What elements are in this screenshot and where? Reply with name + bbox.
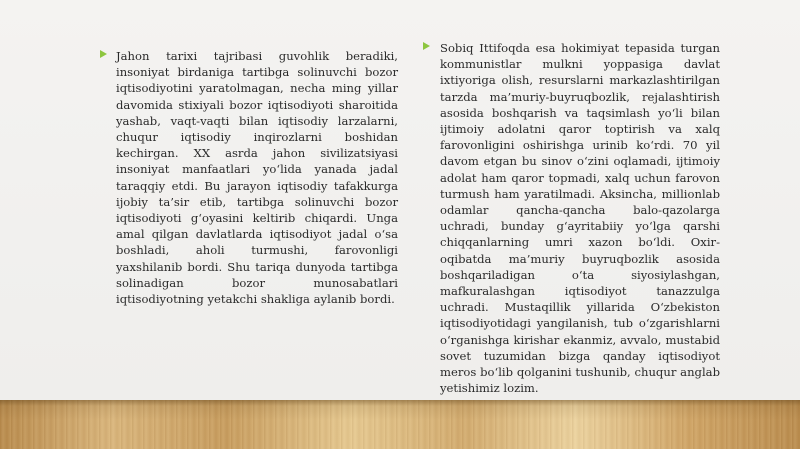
right-text-column: Sobiq Ittifoqda esa hokimiyat tepasida turgan kommunistlar mulkni yoppasiga davlat ixtiyoriga olish, resurslarni markazlashtirilgan tarzda ma’muriy-buyruqbozlik, rejalashtirish asosida boshqarish va taqsimlash yo‘li bilan ijtimoiy adolatni qaror toptirish va xalq farovonligini oshirishga urinib ko‘rdi. 70 yil davom etgan bu sinov o‘zini oqlamadi, ijtimoiy adolat ham qaror topmadi, xalq uchun farovon turmush ham yaratilmadi. Aksincha, millionlab odamlar qancha-qancha balo-qazolarga uchradi, bunday g‘ayritabiiy yo‘lga qarshi chiqqanlarning umri xazon bo‘ldi. Oxir-oqibatda ma’muriy buyruqbozlik asosida boshqariladigan o‘ta siyosiylashgan, mafkuralashgan iqtisodiyot tanazzulga uchradi. Mustaqillik yillarida O‘zbekiston iqtisodiyotidagi yangilanish, tub o‘zgarishlarni o‘rganishga kirishar ekanmiz, avvalo, mustabid sovet tuzumidan bizga qanday iqtisodiyot meros bo‘lib qolganini tushunib, chuqur anglab yetishimiz lozim.	[440, 41, 720, 396]
triangle-bullet-icon	[100, 48, 107, 64]
left-text-column: Jahon tarixi tajribasi guvohlik beradiki, insoniyat birdaniga tartibga solinuvchi bozor iqtisodiyotini yaratolmagan, necha ming yillar davomida stixiyali bozor iqtisodiyoti sharoitida yashab, vaqt-vaqti bilan iqtisodiy larzalarni, chuqur iqtisodiy inqirozlarni boshidan kechirgan. XX asrda jahon sivilizatsiyasi insoniyat manfaatlari yo‘lida yanada jadal taraqqiy etdi. Bu jarayon iqtisodiy tafakkurga ijobiy ta’sir etib, tartibga solinuvchi bozor iqtisodiyoti g‘oyasini keltirib chiqardi. Unga amal qilgan davlatlarda iqtisodiyot jadal o‘sa boshladi, aholi turmushi, farovonligi yaxshilanib bordi. Shu tariqa dunyoda tartibga solinadigan bozor munosabatlari iqtisodiyotning yetakchi shakliga aylanib bordi.	[116, 49, 398, 307]
wood-shadow-edge	[0, 400, 800, 449]
triangle-bullet-icon	[423, 40, 430, 56]
